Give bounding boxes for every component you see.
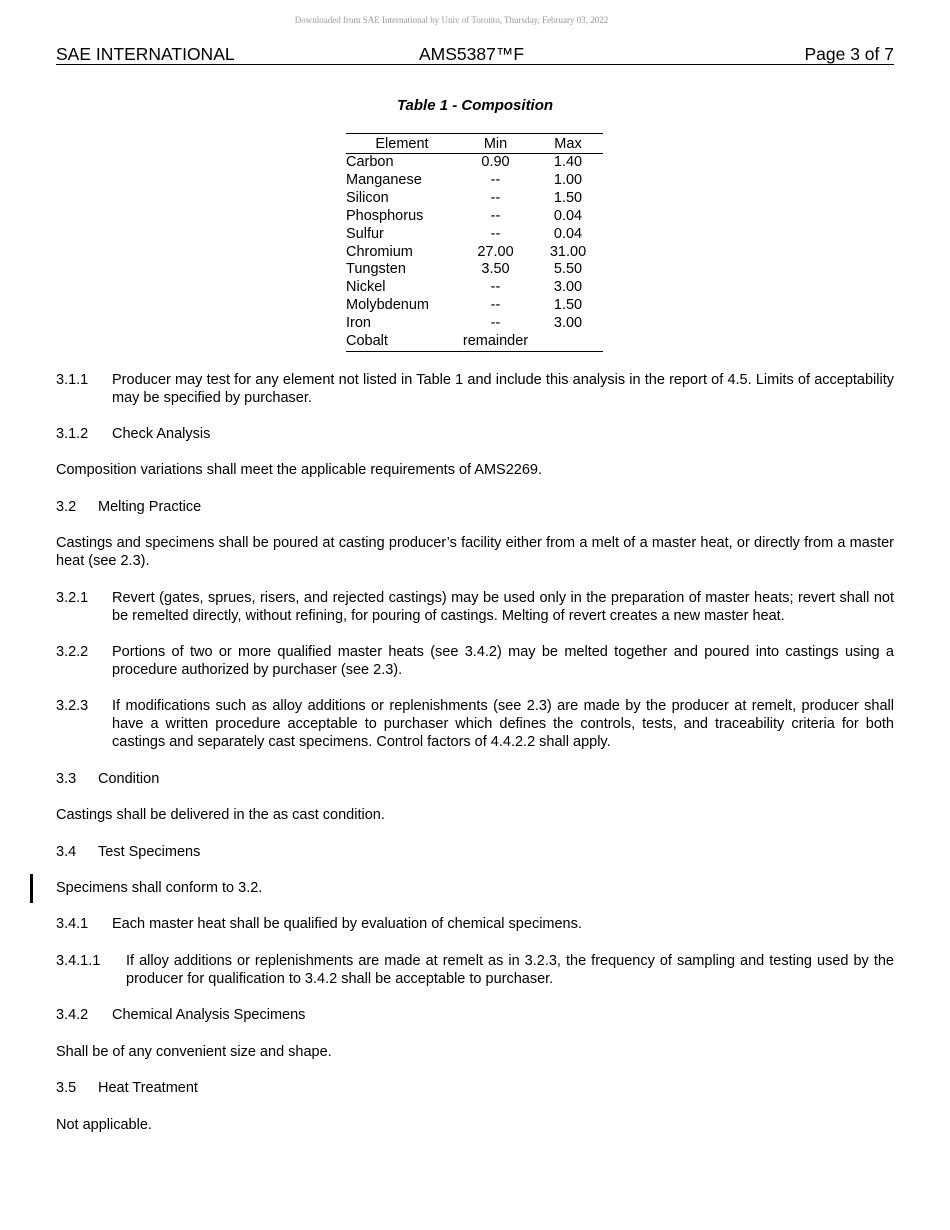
table-row	[346, 333, 603, 351]
min-cell: --	[490, 279, 501, 296]
heading-3-4-2	[56, 1006, 894, 1024]
section-number: 3.4.2	[56, 1007, 89, 1023]
section-number: 3.1.1	[56, 372, 89, 388]
element-cell: Sulfur	[346, 225, 384, 242]
section-number: 3.4	[56, 844, 77, 860]
max-cell: 0.04	[553, 225, 583, 242]
table-row	[346, 297, 603, 315]
section-number: 3.5	[56, 1080, 77, 1096]
paragraph-3-2: Castings and specimens shall be poured at casting producer’s facility either from a melt of a master heat, or directly from a master heat (see 2.3).	[56, 535, 894, 569]
min-cell: --	[490, 189, 501, 206]
section-number: 3.2.1	[56, 590, 89, 606]
section-title: Condition	[98, 771, 160, 787]
section-3-4-1-1	[56, 952, 894, 988]
column-header: Max	[533, 134, 603, 154]
element-cell: Iron	[346, 315, 371, 332]
heading-3-4	[56, 843, 894, 861]
element-cell: Chromium	[346, 243, 413, 260]
max-cell: 3.00	[553, 279, 583, 296]
table-row	[346, 261, 603, 279]
section-number: 3.2.3	[56, 698, 89, 714]
max-cell	[533, 333, 603, 351]
table-row	[346, 279, 603, 297]
heading-3-2	[56, 498, 894, 516]
min-cell: remainder	[462, 333, 529, 350]
element-cell: Phosphorus	[346, 207, 424, 224]
min-cell: --	[490, 297, 501, 314]
section-3-2-3	[56, 697, 894, 751]
section-number: 3.3	[56, 771, 77, 787]
table-row	[346, 226, 603, 244]
max-cell: 31.00	[549, 243, 587, 260]
section-number: 3.1.2	[56, 426, 89, 442]
max-cell: 1.40	[553, 154, 583, 170]
table-row	[346, 172, 603, 190]
max-cell: 5.50	[553, 261, 583, 278]
section-text: Producer may test for any element not listed in Table 1 and include this analysis in the report of 4.5. Limits of acceptability may be specified by purchaser.	[112, 372, 894, 406]
section-3-2-1	[56, 589, 894, 625]
heading-3-5	[56, 1079, 894, 1097]
max-cell: 0.04	[553, 207, 583, 224]
header-rule	[56, 64, 894, 65]
section-text: If modifications such as alloy additions or replenishments (see 2.3) are made by the producer at remelt, producer shall have a written procedure acceptable to purchaser which defines the controls, tests, and traceability criteria for both castings and separately cast specimens. Control factors of 4.4.2.2 shall apply.	[112, 698, 894, 750]
min-cell: 27.00	[477, 243, 514, 260]
max-cell: 3.00	[553, 315, 583, 332]
column-header: Element	[346, 134, 458, 154]
element-cell: Nickel	[346, 279, 386, 296]
paragraph-3-3: Castings shall be delivered in the as cast condition.	[56, 807, 385, 823]
table-row	[346, 190, 603, 208]
min-cell: --	[490, 315, 501, 332]
section-number: 3.4.1	[56, 916, 89, 932]
max-cell: 1.50	[553, 297, 583, 314]
heading-3-1-2	[56, 425, 894, 443]
revision-change-bar	[30, 874, 33, 903]
download-watermark: Downloaded from SAE International by Univ of Toronto, Thursday, February 03, 2022	[294, 15, 609, 25]
heading-3-3	[56, 770, 894, 788]
max-cell: 1.00	[553, 171, 583, 188]
min-cell: 0.90	[481, 154, 510, 170]
section-3-1-1	[56, 371, 894, 407]
element-cell: Carbon	[346, 154, 394, 170]
section-text: Each master heat shall be qualified by evaluation of chemical specimens.	[112, 916, 582, 932]
element-cell: Cobalt	[346, 333, 388, 350]
section-3-2-2	[56, 643, 894, 679]
paragraph-3-1-2: Composition variations shall meet the applicable requirements of AMS2269.	[56, 462, 543, 478]
min-cell: --	[490, 171, 501, 188]
section-number: 3.2	[56, 499, 77, 515]
paragraph-3-5: Not applicable.	[56, 1117, 152, 1133]
element-cell: Silicon	[346, 189, 389, 206]
table-row	[346, 244, 603, 262]
min-cell: --	[490, 225, 501, 242]
section-title: Melting Practice	[98, 499, 202, 515]
section-number: 3.2.2	[56, 644, 89, 660]
section-number: 3.4.1.1	[56, 953, 101, 969]
section-title: Heat Treatment	[98, 1080, 198, 1096]
header-org: SAE INTERNATIONAL	[56, 44, 235, 64]
section-text: Revert (gates, sprues, risers, and rejected castings) may be used only in the preparation of master heats; revert shall not be remelted directly, without refining, for pouring of castings. Melting of revert creates a new master heat.	[112, 590, 894, 624]
element-cell: Manganese	[346, 171, 422, 188]
composition-table	[346, 133, 603, 352]
section-3-4-1	[56, 915, 894, 933]
section-title: Check Analysis	[112, 426, 211, 442]
header-doc-number: AMS5387™F	[419, 44, 525, 64]
section-text: If alloy additions or replenishments are made at remelt as in 3.2.3, the frequency of sampling and testing used by the producer for qualification to 3.4.2 shall be acceptable to purchaser.	[126, 953, 894, 987]
table-row	[346, 315, 603, 333]
table-header-row	[346, 134, 603, 154]
element-cell: Tungsten	[346, 261, 406, 278]
section-title: Test Specimens	[98, 844, 201, 860]
section-text: Portions of two or more qualified master heats (see 3.4.2) may be melted together and poured into castings using a procedure authorized by purchaser (see 2.3).	[112, 644, 894, 678]
element-cell: Molybdenum	[346, 297, 430, 314]
min-cell: --	[490, 207, 501, 224]
table-title: Table 1 - Composition	[396, 97, 554, 114]
table-row	[346, 154, 603, 172]
max-cell: 1.50	[553, 189, 583, 206]
paragraph-3-4-2: Shall be of any convenient size and shape.	[56, 1044, 332, 1060]
section-title: Chemical Analysis Specimens	[112, 1007, 306, 1023]
min-cell: 3.50	[481, 261, 510, 278]
column-header: Min	[458, 134, 533, 154]
paragraph-3-4: Specimens shall conform to 3.2.	[56, 880, 263, 896]
table-row	[346, 208, 603, 226]
header-page-number: Page 3 of 7	[804, 44, 894, 64]
